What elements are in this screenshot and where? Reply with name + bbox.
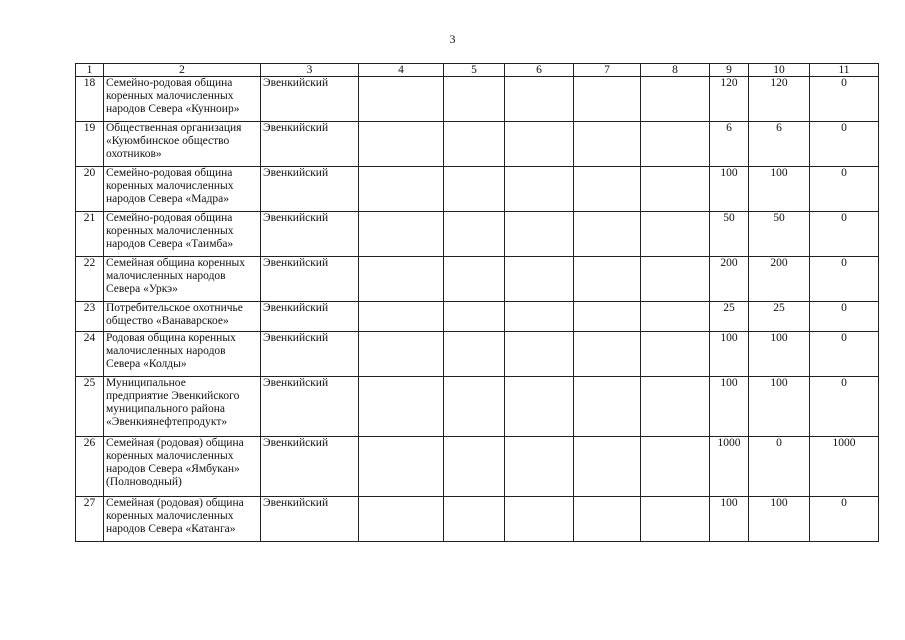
organization-name-line: Севера «Уркэ» (106, 283, 178, 295)
organization-name-line: Семейно-родовая община (106, 77, 233, 89)
organization-name (104, 332, 261, 377)
region-cell: Эвенкийский (261, 437, 359, 497)
empty-cell (574, 437, 641, 497)
table-row (76, 212, 879, 257)
organization-name-line: народов Севера «Ямбукан» (106, 463, 240, 475)
value-col-9: 6 (710, 122, 749, 167)
table-row (76, 77, 879, 122)
organization-name-line: (Полноводный) (106, 476, 182, 488)
organization-name-line: «Куюмбинское общество (106, 135, 230, 147)
empty-cell (359, 257, 444, 302)
row-number: 27 (76, 497, 104, 542)
row-number: 21 (76, 212, 104, 257)
organization-name (104, 437, 261, 497)
row-number: 19 (76, 122, 104, 167)
value-col-9: 100 (710, 497, 749, 542)
empty-cell (641, 377, 710, 437)
region-cell: Эвенкийский (261, 122, 359, 167)
value-col-10: 100 (749, 377, 810, 437)
value-col-10: 100 (749, 167, 810, 212)
empty-cell (444, 122, 505, 167)
organization-name-line: народов Севера «Кунноир» (106, 103, 240, 115)
organization-name-line: муниципального района (106, 403, 225, 415)
value-col-11: 0 (810, 77, 879, 122)
organization-name-line: общество «Ванаварское» (106, 315, 229, 327)
empty-cell (574, 302, 641, 332)
empty-cell (641, 122, 710, 167)
organization-name-line: «Эвенкиянефтепродукт» (106, 416, 228, 428)
value-col-9: 100 (710, 167, 749, 212)
organization-name-line: малочисленных народов (106, 270, 226, 282)
organization-name (104, 377, 261, 437)
empty-cell (359, 212, 444, 257)
organization-name-line: Потребительское охотничье (106, 302, 243, 314)
value-col-10: 100 (749, 332, 810, 377)
organization-name-line: Семейно-родовая община (106, 167, 233, 179)
row-number: 25 (76, 377, 104, 437)
value-col-11: 0 (810, 122, 879, 167)
organization-name-line: коренных малочисленных (106, 180, 234, 192)
table-body (76, 77, 879, 542)
value-col-11: 0 (810, 302, 879, 332)
organization-name-line: коренных малочисленных (106, 90, 234, 102)
empty-cell (505, 77, 574, 122)
value-col-11: 0 (810, 332, 879, 377)
value-col-11: 0 (810, 212, 879, 257)
table-row (76, 377, 879, 437)
table-row (76, 167, 879, 212)
organization-name-line: Семейная община коренных (106, 257, 246, 269)
empty-cell (505, 497, 574, 542)
empty-cell (574, 77, 641, 122)
value-col-10: 0 (749, 437, 810, 497)
organization-name-line: Семейно-родовая община (106, 212, 233, 224)
value-col-9: 1000 (710, 437, 749, 497)
organization-name-line: малочисленных народов (106, 345, 226, 357)
empty-cell (444, 212, 505, 257)
header-row (76, 64, 879, 77)
empty-cell (574, 377, 641, 437)
organization-name (104, 257, 261, 302)
column-header: 9 (710, 64, 749, 77)
value-col-9: 100 (710, 377, 749, 437)
value-col-11: 0 (810, 377, 879, 437)
empty-cell (359, 497, 444, 542)
value-col-10: 50 (749, 212, 810, 257)
empty-cell (574, 212, 641, 257)
empty-cell (641, 212, 710, 257)
empty-cell (574, 332, 641, 377)
empty-cell (444, 437, 505, 497)
region-cell: Эвенкийский (261, 302, 359, 332)
table-row (76, 497, 879, 542)
organization-name-line: предприятие Эвенкийского (106, 390, 240, 402)
empty-cell (505, 122, 574, 167)
empty-cell (359, 332, 444, 377)
organization-name-line: народов Севера «Мадра» (106, 193, 229, 205)
row-number: 24 (76, 332, 104, 377)
row-number: 18 (76, 77, 104, 122)
value-col-11: 0 (810, 257, 879, 302)
value-col-11: 1000 (810, 437, 879, 497)
row-number: 22 (76, 257, 104, 302)
column-header: 10 (749, 64, 810, 77)
value-col-10: 100 (749, 497, 810, 542)
row-number: 26 (76, 437, 104, 497)
empty-cell (444, 167, 505, 212)
organization-name-line: народов Севера «Таимба» (106, 238, 234, 250)
organization-name-line: Севера «Колды» (106, 358, 187, 370)
empty-cell (574, 257, 641, 302)
empty-cell (359, 167, 444, 212)
organization-name-line: народов Севера «Катанга» (106, 523, 236, 535)
organization-name-line: Семейная (родовая) община (106, 497, 244, 509)
empty-cell (444, 77, 505, 122)
region-cell: Эвенкийский (261, 257, 359, 302)
organization-name-line: коренных малочисленных (106, 510, 234, 522)
organization-name-line: коренных малочисленных (106, 450, 234, 462)
empty-cell (641, 257, 710, 302)
organization-name-line: Семейная (родовая) община (106, 437, 244, 449)
column-header: 4 (359, 64, 444, 77)
value-col-9: 200 (710, 257, 749, 302)
page-number: 3 (449, 32, 456, 46)
value-col-11: 0 (810, 167, 879, 212)
value-col-9: 25 (710, 302, 749, 332)
table-row (76, 302, 879, 332)
empty-cell (505, 332, 574, 377)
value-col-10: 6 (749, 122, 810, 167)
value-col-9: 50 (710, 212, 749, 257)
organization-name (104, 497, 261, 542)
organization-name-line: Общественная организация (106, 122, 242, 134)
organization-name (104, 77, 261, 122)
empty-cell (359, 437, 444, 497)
region-cell: Эвенкийский (261, 497, 359, 542)
empty-cell (505, 167, 574, 212)
organization-name-line: коренных малочисленных (106, 225, 234, 237)
empty-cell (359, 77, 444, 122)
value-col-9: 120 (710, 77, 749, 122)
data-table (75, 63, 879, 542)
organization-name (104, 302, 261, 332)
table-row (76, 437, 879, 497)
empty-cell (574, 167, 641, 212)
organization-name (104, 122, 261, 167)
empty-cell (444, 257, 505, 302)
empty-cell (574, 497, 641, 542)
organization-name (104, 167, 261, 212)
empty-cell (359, 302, 444, 332)
value-col-10: 200 (749, 257, 810, 302)
empty-cell (505, 212, 574, 257)
column-header: 2 (104, 64, 261, 77)
empty-cell (444, 377, 505, 437)
organization-name-line: охотников» (106, 148, 162, 160)
region-cell: Эвенкийский (261, 167, 359, 212)
empty-cell (505, 302, 574, 332)
empty-cell (359, 377, 444, 437)
value-col-10: 120 (749, 77, 810, 122)
empty-cell (444, 332, 505, 377)
empty-cell (641, 332, 710, 377)
region-cell: Эвенкийский (261, 377, 359, 437)
empty-cell (444, 302, 505, 332)
empty-cell (444, 497, 505, 542)
table-row (76, 122, 879, 167)
table-row (76, 332, 879, 377)
column-header: 8 (641, 64, 710, 77)
empty-cell (641, 437, 710, 497)
empty-cell (641, 302, 710, 332)
column-header: 11 (810, 64, 879, 77)
empty-cell (359, 122, 444, 167)
row-number: 23 (76, 302, 104, 332)
value-col-9: 100 (710, 332, 749, 377)
column-header: 5 (444, 64, 505, 77)
value-col-11: 0 (810, 497, 879, 542)
value-col-10: 25 (749, 302, 810, 332)
column-header: 7 (574, 64, 641, 77)
empty-cell (641, 497, 710, 542)
column-header: 6 (505, 64, 574, 77)
empty-cell (641, 77, 710, 122)
organization-name-line: Родовая община коренных (106, 332, 236, 344)
column-header: 1 (76, 64, 104, 77)
region-cell: Эвенкийский (261, 77, 359, 122)
empty-cell (505, 437, 574, 497)
row-number: 20 (76, 167, 104, 212)
empty-cell (505, 257, 574, 302)
empty-cell (641, 167, 710, 212)
table-row (76, 257, 879, 302)
region-cell: Эвенкийский (261, 212, 359, 257)
column-header: 3 (261, 64, 359, 77)
organization-name (104, 212, 261, 257)
organization-name-line: Муниципальное (106, 377, 186, 389)
empty-cell (574, 122, 641, 167)
empty-cell (505, 377, 574, 437)
region-cell: Эвенкийский (261, 332, 359, 377)
